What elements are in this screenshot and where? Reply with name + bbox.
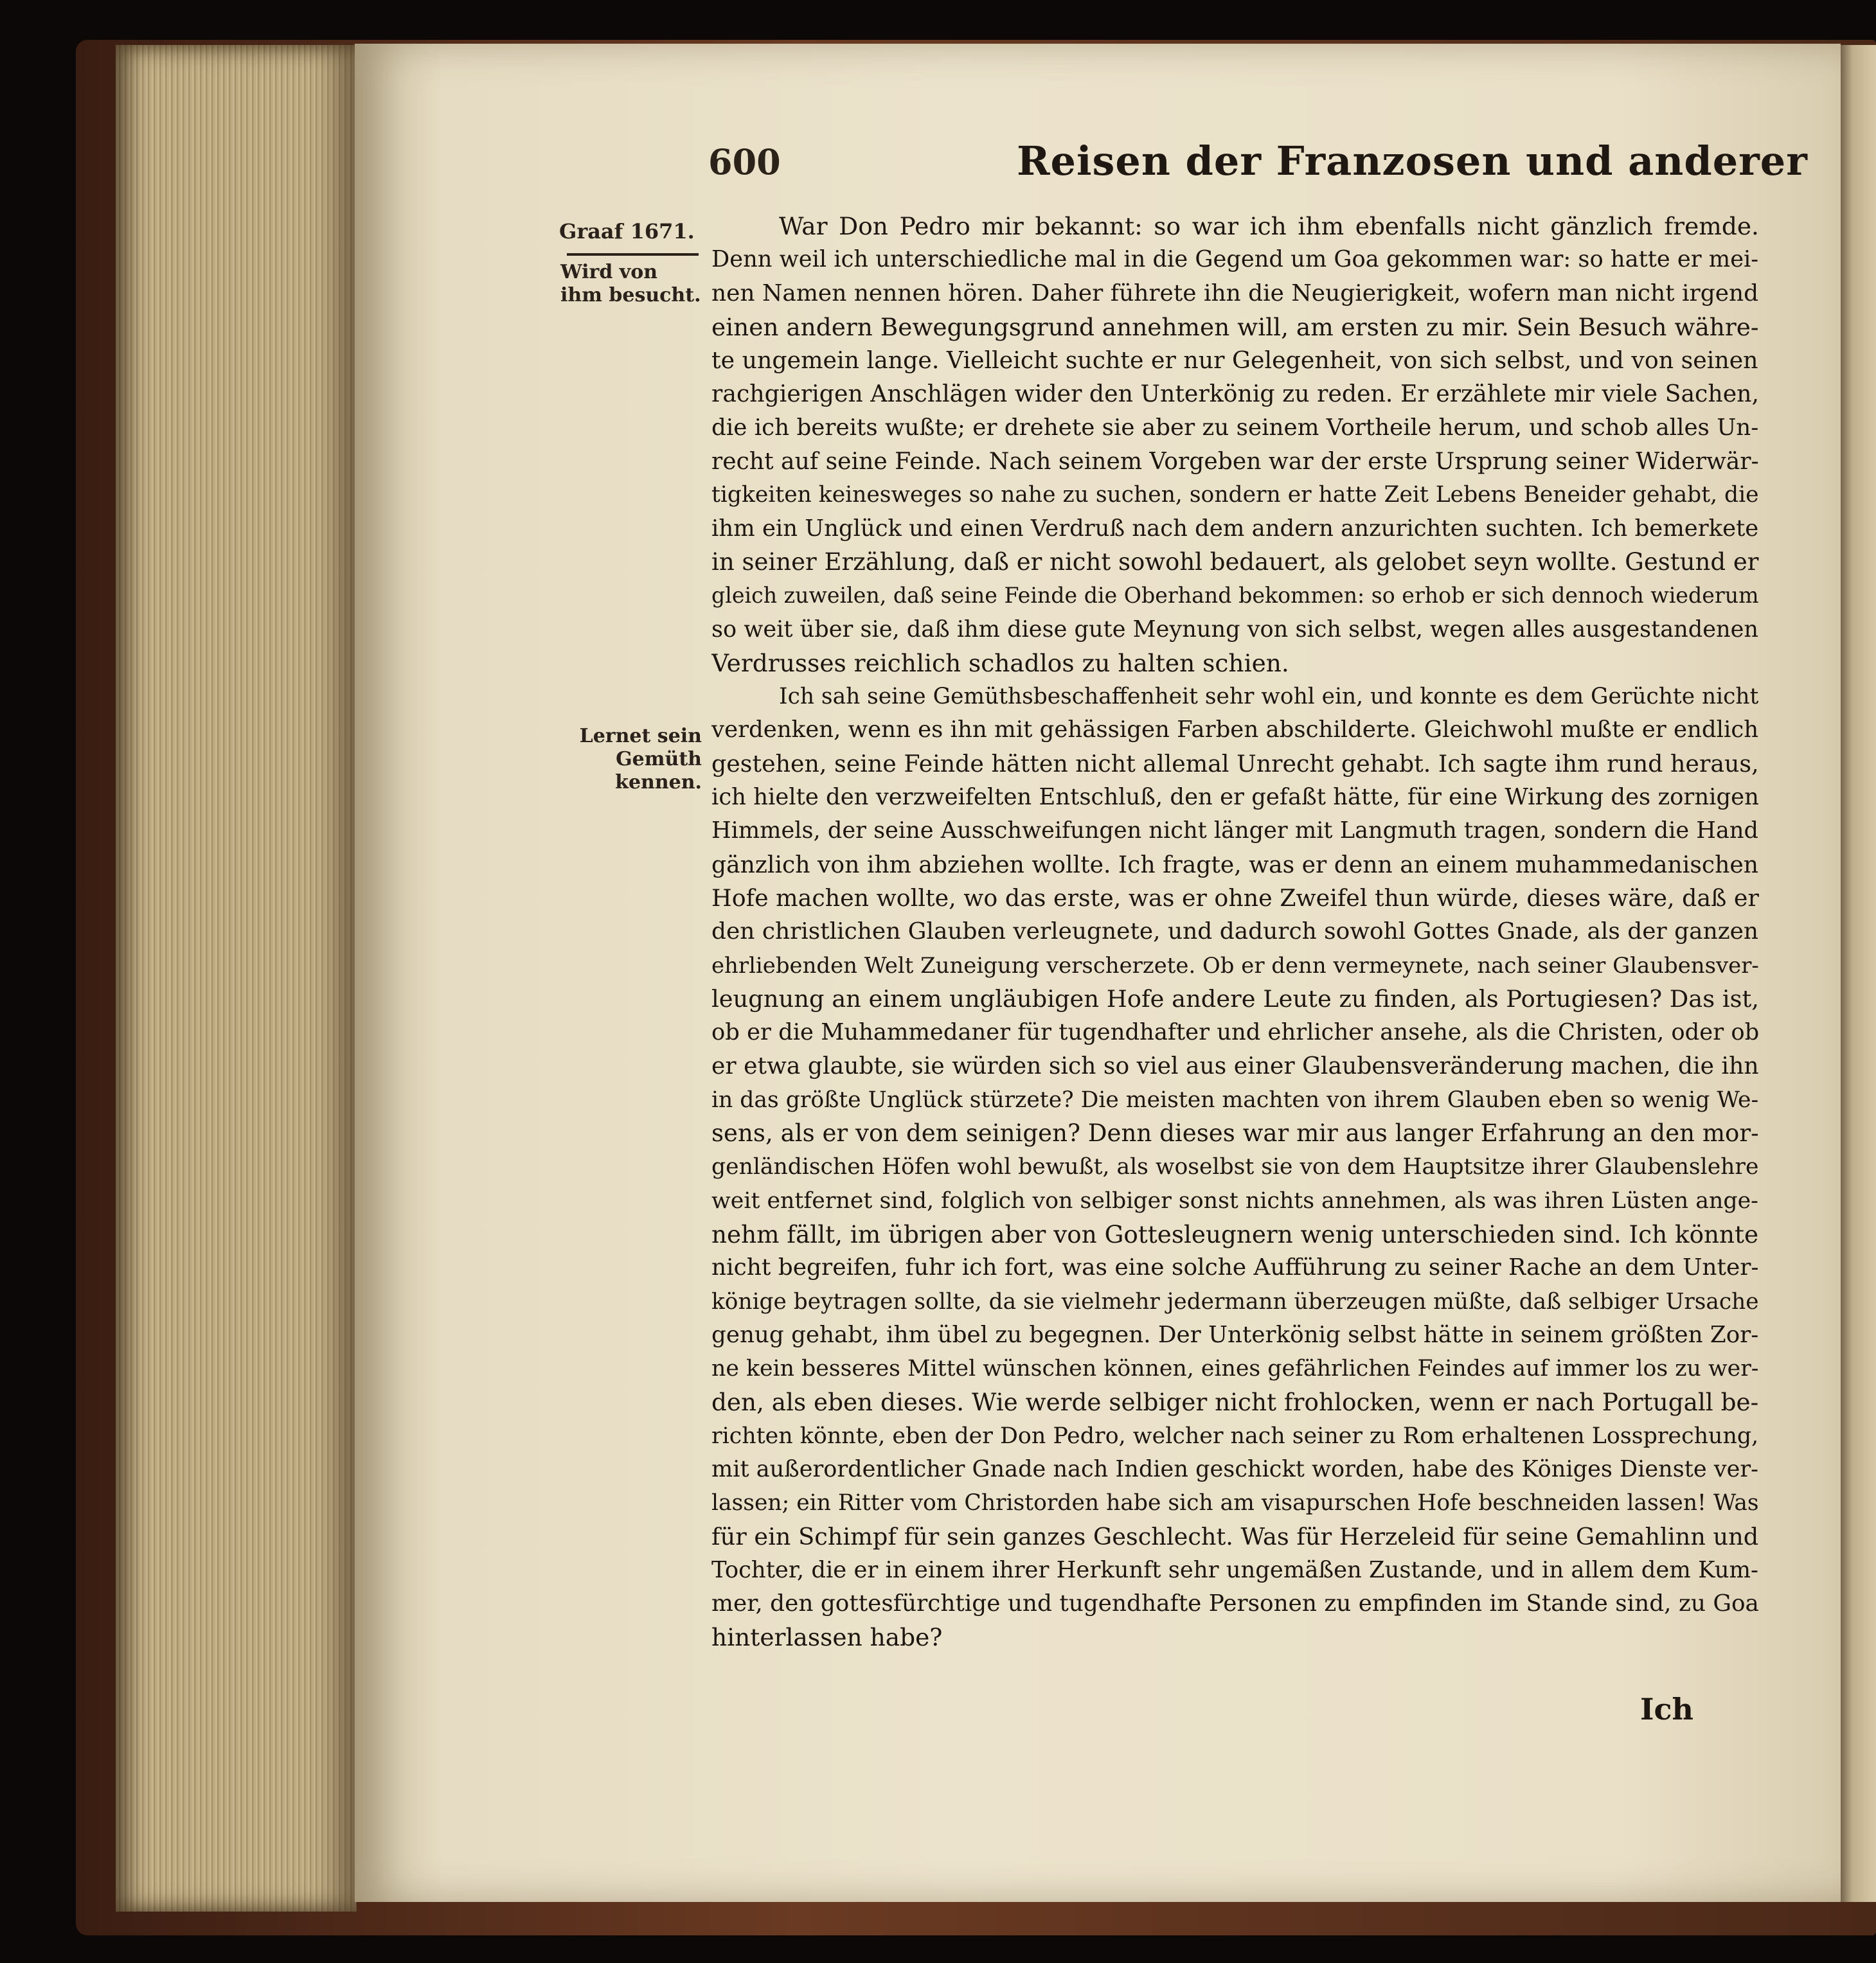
- running-title: Reisen der Franzosen und anderer: [1017, 138, 1808, 184]
- text-line: richten könnte, eben der Don Pedro, welcher nach seiner zu Rom erhaltenen Lossprechung,: [711, 1423, 1759, 1449]
- text-line: weit entfernet sind, folglich von selbiger sonst nichts annehmen, als was ihren Lüsten ange-: [711, 1187, 1758, 1214]
- text-line: hinterlassen habe?: [711, 1623, 943, 1652]
- text-line: nicht begreifen, fuhr ich fort, was eine solche Aufführung zu seiner Rache an dem Unter-: [711, 1254, 1759, 1281]
- text-line: sens, als er von dem seinigen? Denn dieses war mir aus langer Erfahrung an den mor-: [711, 1119, 1759, 1148]
- text-line: nen Namen nennen hören. Daher führete ihn die Neugierigkeit, wofern man nicht irgend: [711, 280, 1759, 306]
- text-line: Hofe machen wollte, wo das erste, was er ohne Zweifel thun würde, dieses wäre, daß er: [711, 884, 1759, 912]
- margin-year: Graaf 1671.: [559, 219, 695, 244]
- book-page: [355, 44, 1841, 1902]
- text-line: so weit über sie, daß ihm diese gute Meynung von sich selbst, wegen alles ausgestandenen: [711, 616, 1759, 643]
- margin-note-temper: Lernet sein Gemüth kennen.: [579, 725, 702, 794]
- text-line: lassen; ein Ritter vom Christorden habe sich am visapurschen Hofe beschneiden lassen! Was: [711, 1490, 1759, 1516]
- text-line: gänzlich von ihm abziehen wollte. Ich fragte, was er denn an einem muhammedanischen: [711, 850, 1758, 878]
- text-line: rachgierigen Anschlägen wider den Unterkönig zu reden. Er erzählete mir viele Sachen,: [711, 380, 1759, 408]
- text-line: War Don Pedro mir bekannt: so war ich ihm ebenfalls nicht gänzlich fremde.: [779, 212, 1759, 240]
- margin-rule: [567, 253, 699, 256]
- text-line: te ungemein lange. Vielleicht suchte er nur Gelegenheit, von sich selbst, und von seinen: [711, 346, 1758, 375]
- text-line: einen andern Bewegungsgrund annehmen will, am ersten zu mir. Sein Besuch währe-: [711, 312, 1759, 341]
- text-line: den, als eben dieses. Wie werde selbiger nicht frohlocken, wenn er nach Portugall be-: [711, 1388, 1759, 1417]
- text-line: in das größte Unglück stürzete? Die meisten machten von ihrem Glauben eben so wenig We-: [711, 1087, 1759, 1113]
- text-line: recht auf seine Feinde. Nach seinem Vorgeben war der erste Ursprung seiner Widerwär-: [711, 447, 1759, 475]
- text-line: ob er die Muhammedaner für tugendhafter und ehrlicher ansehe, als die Christen, oder ob: [711, 1019, 1759, 1046]
- catchword: Ich: [1640, 1692, 1693, 1727]
- text-line: gestehen, seine Feinde hätten nicht allemal Unrecht gehabt. Ich sagte ihm rund heraus,: [711, 749, 1759, 777]
- text-line: ich hielte den verzweifelten Entschluß, den er gefaßt hätte, für eine Wirkung des zornigen: [711, 784, 1759, 811]
- text-line: die ich bereits wußte; er drehete sie aber zu seinem Vortheile herum, und schob alles Un-: [711, 414, 1759, 441]
- text-line: Denn weil ich unterschiedliche mal in die Gegend um Goa gekommen war: so hatte er mei-: [711, 246, 1759, 273]
- text-line: könige beytragen sollte, da sie vielmehr jedermann überzeugen müßte, daß selbiger Ursache: [711, 1288, 1759, 1315]
- text-line: nehm fällt, im übrigen aber von Gottesleugnern wenig unterschieden sind. Ich könnte: [711, 1220, 1759, 1248]
- text-line: Himmels, der seine Ausschweifungen nicht länger mit Langmuth tragen, sondern die Hand: [711, 817, 1758, 844]
- text-line: den christlichen Glauben verleugnete, und dadurch sowohl Gottes Gnade, als der ganzen: [711, 918, 1759, 945]
- text-line: Verdrusses reichlich schadlos zu halten schien.: [711, 648, 1289, 677]
- text-line: ihm ein Unglück und einen Verdruß nach dem andern anzurichten suchten. Ich bemerkete: [711, 515, 1759, 542]
- text-line: genug gehabt, ihm übel zu begegnen. Der Unterkönig selbst hätte in seinem größten Zor-: [711, 1321, 1759, 1348]
- text-line: Tochter, die er in einem ihrer Herkunft sehr ungemäßen Zustande, und in allem dem Kum-: [711, 1556, 1758, 1583]
- text-line: genländischen Höfen wohl bewußt, als woselbst sie von dem Hauptsitze ihrer Glaubenslehre: [711, 1154, 1759, 1180]
- text-line: mer, den gottesfürchtige und tugendhafte Personen zu empfinden im Stande sind, zu Goa: [711, 1590, 1759, 1617]
- body-text: [711, 209, 1759, 1655]
- margin-note-visit: Wird von ihm besucht.: [560, 261, 701, 306]
- text-line: leugnung an einem ungläubigen Hofe andere Leute zu finden, als Portugiesen? Das ist,: [711, 984, 1759, 1013]
- text-line: verdenken, wenn es ihn mit gehässigen Farben abschilderte. Gleichwohl mußte er endlich: [711, 716, 1759, 743]
- page-number: 600: [708, 141, 781, 182]
- running-head: [355, 138, 1841, 199]
- text-line: in seiner Erzählung, daß er nicht sowohl bedauert, als gelobet seyn wollte. Gestund er: [711, 547, 1759, 576]
- page-edges: [116, 45, 357, 1912]
- text-line: ne kein besseres Mittel wünschen können, eines gefährlichen Feindes auf immer los zu wer-: [711, 1356, 1759, 1382]
- text-line: Ich sah seine Gemüthsbeschaffenheit sehr wohl ein, und konnte es dem Gerüchte nicht: [779, 684, 1759, 710]
- text-line: gleich zuweilen, daß seine Feinde die Oberhand bekommen: so erhob er sich dennoch wiederum: [711, 583, 1759, 608]
- text-line: mit außerordentlicher Gnade nach Indien geschickt worden, habe des Königes Dienste ver-: [711, 1455, 1758, 1482]
- text-line: für ein Schimpf für sein ganzes Geschlecht. Was für Herzeleid für seine Gemahlinn und: [711, 1522, 1759, 1550]
- text-line: er etwa glaubte, sie würden sich so viel aus einer Glaubensveränderung machen, die ihn: [711, 1052, 1759, 1080]
- next-page-edge: [1837, 45, 1876, 1902]
- text-line: tigkeiten keinesweges so nahe zu suchen, sondern er hatte Zeit Lebens Beneider gehabt, die: [711, 482, 1759, 508]
- text-line: ehrliebenden Welt Zuneigung verscherzete. Ob er denn vermeynete, nach seiner Glaubensver-: [711, 952, 1759, 978]
